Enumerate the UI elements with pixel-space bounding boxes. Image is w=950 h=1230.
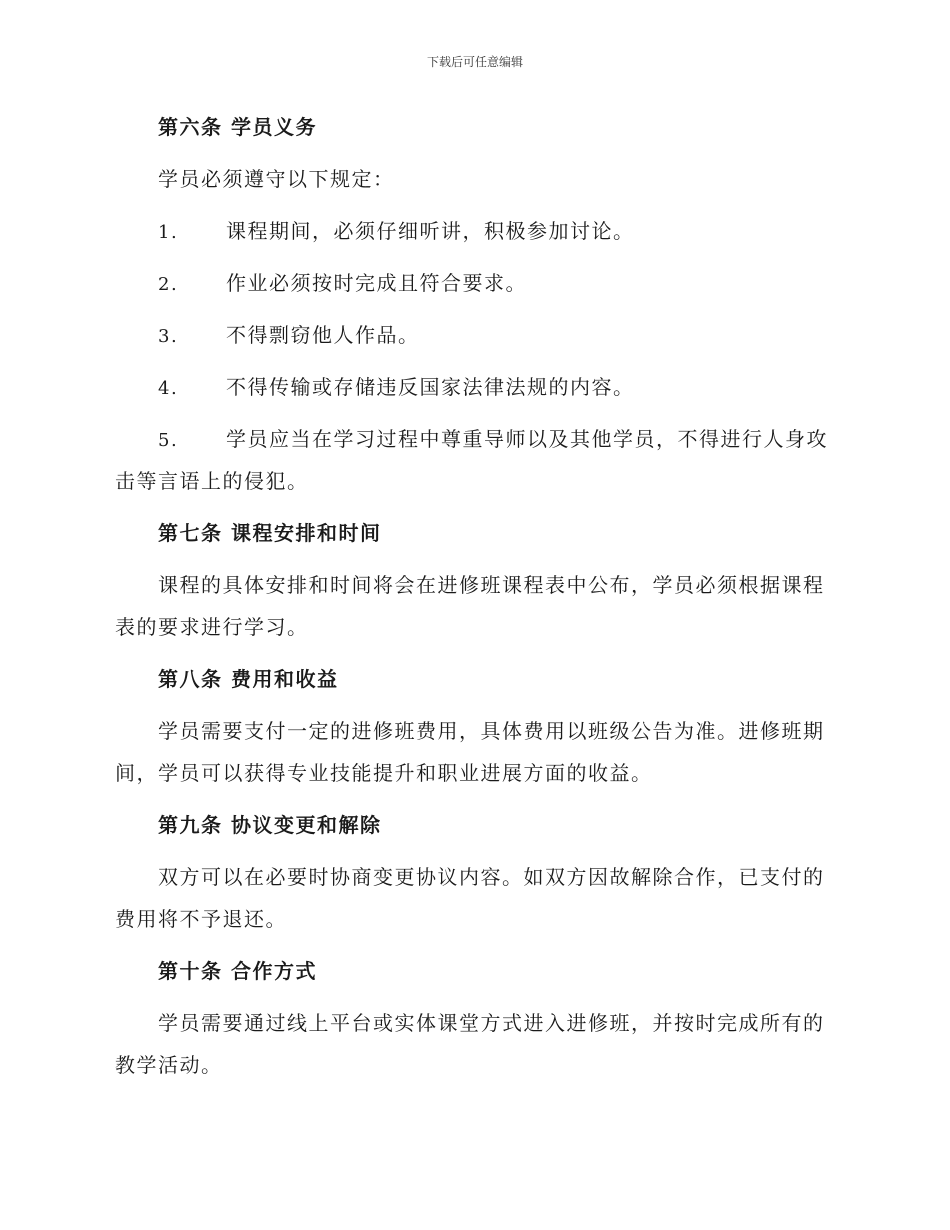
list-item-text: 不得剽窃他人作品。 (226, 323, 420, 347)
list-item (158, 314, 878, 358)
list-item-continuation: 击等言语上的侵犯。 (115, 469, 309, 493)
article-9-heading: 第九条 协议变更和解除 (158, 813, 382, 837)
article-7-heading: 第七条 课程安排和时间 (158, 521, 382, 545)
list-item (158, 366, 878, 410)
list-item-number: 5. (158, 430, 179, 451)
list-item (158, 418, 878, 462)
list-item-text: 作业必须按时完成且符合要求。 (226, 271, 527, 295)
list-item (158, 210, 878, 254)
list-item-text: 不得传输或存储违反国家法律法规的内容。 (226, 375, 635, 399)
article-7-paragraph-line-1: 课程的具体安排和时间将会在进修班课程表中公布，学员必须根据课程 (158, 573, 825, 597)
article-9-paragraph-line-2: 费用将不予退还。 (115, 907, 287, 931)
article-7-paragraph-line-2: 表的要求进行学习。 (115, 615, 309, 639)
list-item (158, 262, 878, 306)
article-6-heading: 第六条 学员义务 (158, 115, 317, 139)
article-8-heading: 第八条 费用和收益 (158, 667, 339, 691)
page-header: 下载后可任意编辑 (426, 55, 523, 69)
article-10-paragraph-line-1: 学员需要通过线上平台或实体课堂方式进入进修班，并按时完成所有的 (158, 1011, 825, 1035)
article-6-intro: 学员必须遵守以下规定： (158, 167, 395, 191)
article-10-paragraph-line-2: 教学活动。 (115, 1053, 223, 1077)
list-item-text: 学员应当在学习过程中尊重导师以及其他学员，不得进行人身攻 (226, 427, 828, 451)
list-item-number: 4. (158, 378, 179, 399)
list-item-number: 3. (158, 326, 179, 347)
list-item-text: 课程期间，必须仔细听讲，积极参加讨论。 (226, 219, 635, 243)
article-10-heading: 第十条 合作方式 (158, 959, 317, 983)
list-item-number: 1. (158, 222, 179, 243)
article-8-paragraph-line-2: 间，学员可以获得专业技能提升和职业进展方面的收益。 (115, 761, 653, 785)
article-9-paragraph-line-1: 双方可以在必要时协商变更协议内容。如双方因故解除合作，已支付的 (158, 865, 825, 889)
article-8-paragraph-line-1: 学员需要支付一定的进修班费用，具体费用以班级公告为准。进修班期 (158, 719, 825, 743)
list-item-number: 2. (158, 274, 179, 295)
